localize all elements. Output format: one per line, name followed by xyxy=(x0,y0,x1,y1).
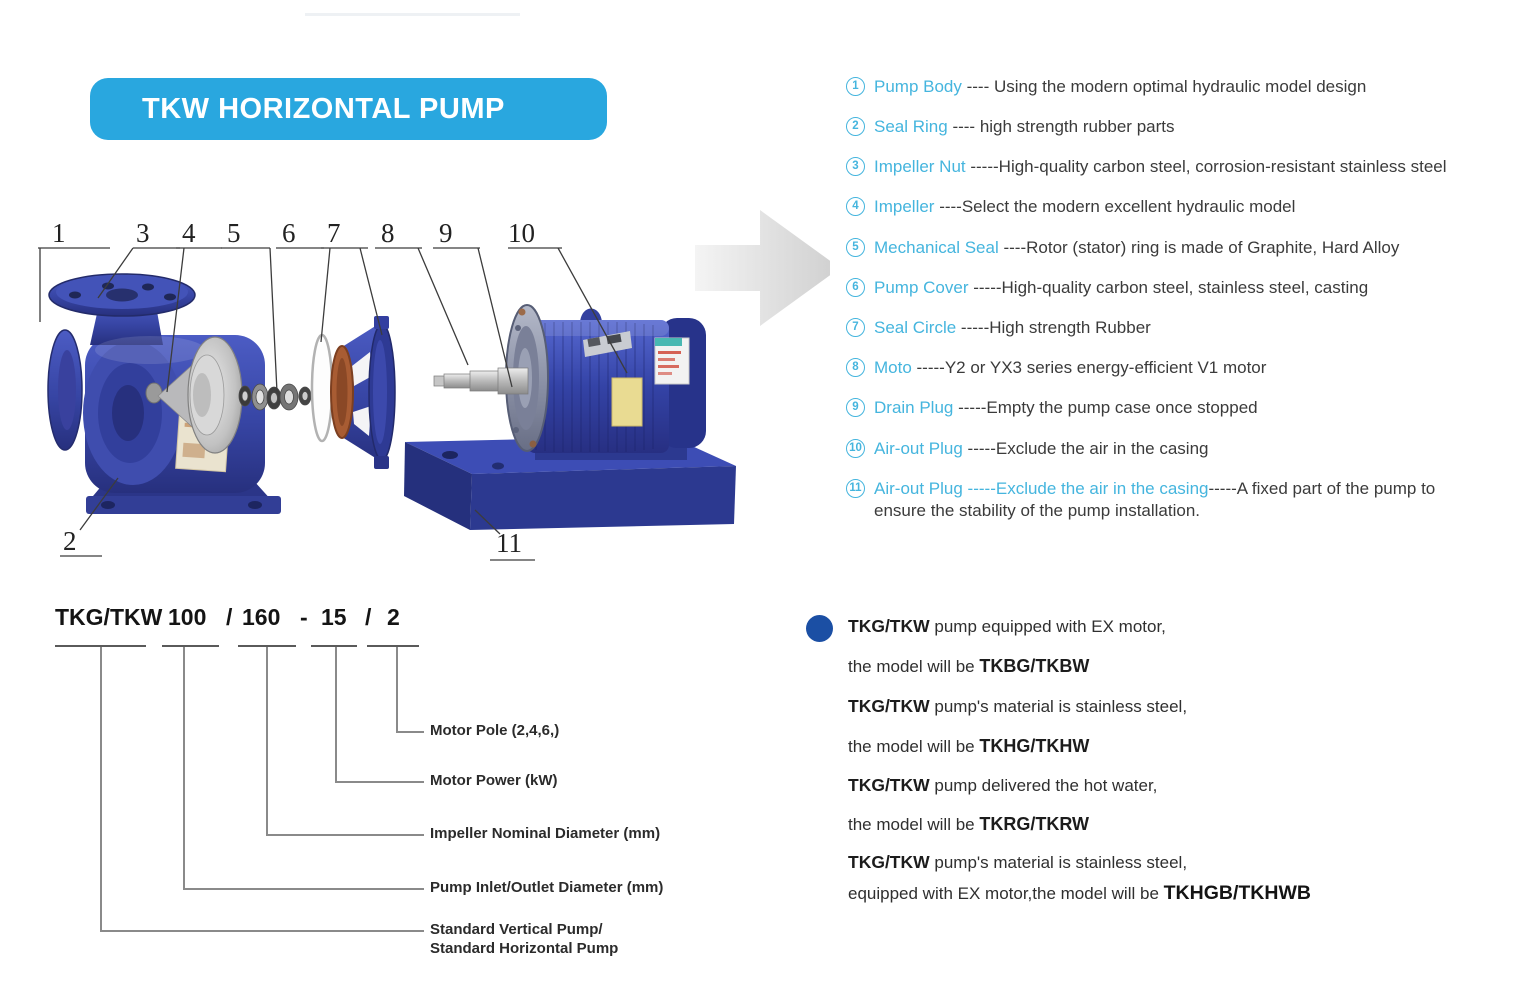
code-underline xyxy=(311,645,357,647)
item-number-badge: 2 xyxy=(846,117,865,136)
parts-list-item xyxy=(846,438,1496,460)
part-label: Air-out Plug xyxy=(874,479,963,498)
part-desc-line2: ensure the stability of the pump installation. xyxy=(874,501,1201,520)
part-desc: High-quality carbon steel, stainless steel, casting xyxy=(1001,278,1369,297)
label-inlet-outlet: Pump Inlet/Outlet Diameter (mm) xyxy=(430,879,664,896)
variant-line xyxy=(848,775,1157,796)
callout-10: 10 xyxy=(508,218,535,248)
variant-text: the model will be xyxy=(848,815,980,834)
item-number-badge: 11 xyxy=(846,479,865,498)
callout-6: 6 xyxy=(282,218,296,248)
part-desc: Using the modern optimal hydraulic model design xyxy=(993,77,1367,96)
variant-line xyxy=(848,814,1089,835)
pump-cover-part xyxy=(331,316,395,469)
variant-text: pump delivered the hot water, xyxy=(929,776,1158,795)
model-segment-pole: 2 xyxy=(387,604,400,630)
item-number-badge: 9 xyxy=(846,398,865,417)
variant-text: equipped with EX motor,the model will be xyxy=(848,884,1164,903)
model-segment-inlet: 100 xyxy=(168,604,207,630)
callout-2: 2 xyxy=(63,526,77,556)
part-sep: ----- xyxy=(962,439,996,458)
callout-9: 9 xyxy=(439,218,453,248)
part-sep: ---- xyxy=(961,77,994,96)
variant-line xyxy=(848,852,1187,873)
arrow-right-icon xyxy=(695,210,830,326)
part-label: Impeller xyxy=(874,197,935,216)
variant-model: TKHGB/TKHWB xyxy=(1163,882,1311,904)
parts-list-item xyxy=(846,357,1496,379)
item-number-badge: 10 xyxy=(846,439,865,458)
part-label: Moto xyxy=(874,358,912,377)
label-impeller-diameter: Impeller Nominal Diameter (mm) xyxy=(430,825,661,842)
part-label: Mechanical Seal xyxy=(874,238,999,257)
variant-line xyxy=(848,736,1089,757)
part-sep: ----- xyxy=(965,157,999,176)
label-standard-vertical: Standard Vertical Pump/ xyxy=(430,921,603,938)
seal-circle-part xyxy=(312,335,332,441)
part-desc: Exclude the air in the casing xyxy=(995,439,1209,458)
label-motor-pole: Motor Pole (2,4,6,) xyxy=(430,722,560,739)
part-label: Pump Body xyxy=(874,77,962,96)
part-sep: ----- xyxy=(911,358,945,377)
motor-yellow-sticker xyxy=(612,378,642,426)
parts-list-item xyxy=(846,156,1496,178)
callout-4: 4 xyxy=(182,218,196,248)
item-number-badge: 5 xyxy=(846,238,865,257)
part-desc: Empty the pump case once stopped xyxy=(986,398,1258,417)
code-connector xyxy=(396,647,398,732)
code-connector xyxy=(335,781,424,783)
code-underline xyxy=(162,645,219,647)
model-segment-impeller: 160 xyxy=(242,604,281,630)
code-connector xyxy=(183,888,424,890)
parts-list-item xyxy=(846,76,1496,98)
variant-series: TKG/TKW xyxy=(848,852,930,872)
part-desc: -----A fixed part of the pump to xyxy=(1208,479,1436,498)
code-connector xyxy=(266,834,424,836)
model-segment-power: 15 xyxy=(321,604,347,630)
parts-list-item xyxy=(846,277,1496,299)
variant-series: TKG/TKW xyxy=(848,775,930,795)
title-banner xyxy=(90,78,607,140)
code-connector xyxy=(183,647,185,889)
part-desc: high strength rubber parts xyxy=(979,117,1175,136)
item-number-badge: 3 xyxy=(846,157,865,176)
model-segment-dash: - xyxy=(300,604,308,630)
part-desc: High strength Rubber xyxy=(989,318,1151,337)
variant-line xyxy=(848,616,1166,637)
callout-3: 3 xyxy=(136,218,150,248)
part-sep: ---- xyxy=(947,117,980,136)
callout-11: 11 xyxy=(496,528,522,558)
part-sep: ---- xyxy=(998,238,1027,257)
code-connector xyxy=(266,647,268,835)
part-sep: ----- xyxy=(953,398,987,417)
parts-list-item xyxy=(846,237,1496,259)
motor-part xyxy=(434,305,706,460)
part-label: Pump Cover xyxy=(874,278,969,297)
part-label: Seal Circle xyxy=(874,318,957,337)
model-segment-slash1: / xyxy=(226,604,233,630)
part-label: Seal Ring xyxy=(874,117,948,136)
part-desc: Select the modern excellent hydraulic model xyxy=(961,197,1296,216)
item-number-badge: 8 xyxy=(846,358,865,377)
variant-line xyxy=(848,656,1089,677)
part-sep: ---- xyxy=(934,197,962,216)
code-underline xyxy=(367,645,419,647)
item-number-badge: 6 xyxy=(846,278,865,297)
part-sep: ----- xyxy=(968,278,1002,297)
part-sep: ----- xyxy=(956,318,990,337)
parts-list-item xyxy=(846,397,1496,419)
variant-line xyxy=(848,696,1187,717)
variant-series: TKG/TKW xyxy=(848,616,930,636)
variant-text: pump's material is stainless steel, xyxy=(929,853,1188,872)
callout-5: 5 xyxy=(227,218,241,248)
part-desc: High-quality carbon steel, corrosion-resistant stainless steel xyxy=(998,157,1447,176)
variant-model: TKHG/TKHW xyxy=(979,736,1090,756)
part-label: Drain Plug xyxy=(874,398,954,417)
parts-list-item xyxy=(846,317,1496,339)
bullet-circle-icon xyxy=(806,615,833,642)
parts-list-item xyxy=(846,478,1496,522)
item-number-badge: 1 xyxy=(846,77,865,96)
page-top-divider xyxy=(305,13,520,16)
part-label: Impeller Nut xyxy=(874,157,966,176)
pump-exploded-diagram xyxy=(30,200,830,580)
variant-text: pump's material is stainless steel, xyxy=(929,697,1188,716)
variant-text: the model will be xyxy=(848,737,980,756)
parts-list-item xyxy=(846,196,1496,218)
callout-7: 7 xyxy=(327,218,341,248)
item-number-badge: 4 xyxy=(846,197,865,216)
code-connector xyxy=(100,930,424,932)
variant-model: TKBG/TKBW xyxy=(979,656,1090,676)
variant-line xyxy=(848,882,1311,905)
page-title: TKW HORIZONTAL PUMP xyxy=(142,92,505,125)
part-desc: Rotor (stator) ring is made of Graphite, Hard Alloy xyxy=(1026,238,1400,257)
part-label-extra: -----Exclude the air in the casing xyxy=(962,479,1209,498)
callout-8: 8 xyxy=(381,218,395,248)
model-segment-slash2: / xyxy=(365,604,372,630)
callout-1: 1 xyxy=(52,218,66,248)
motor-red-sticker xyxy=(655,338,689,384)
part-desc: Y2 or YX3 series energy-efficient V1 motor xyxy=(944,358,1267,377)
parts-list-item xyxy=(846,116,1496,138)
part-label: Air-out Plug xyxy=(874,439,963,458)
code-connector xyxy=(100,647,102,931)
model-segment-series: TKG/TKW xyxy=(55,604,163,630)
label-motor-power: Motor Power (kW) xyxy=(430,772,558,789)
label-standard-horizontal: Standard Horizontal Pump xyxy=(430,940,619,957)
item-number-badge: 7 xyxy=(846,318,865,337)
variant-text: the model will be xyxy=(848,657,980,676)
code-connector xyxy=(396,731,424,733)
code-connector xyxy=(335,647,337,782)
variant-series: TKG/TKW xyxy=(848,696,930,716)
motor-shaft xyxy=(434,368,528,394)
variant-model: TKRG/TKRW xyxy=(979,814,1089,834)
variant-text: pump equipped with EX motor, xyxy=(929,617,1166,636)
